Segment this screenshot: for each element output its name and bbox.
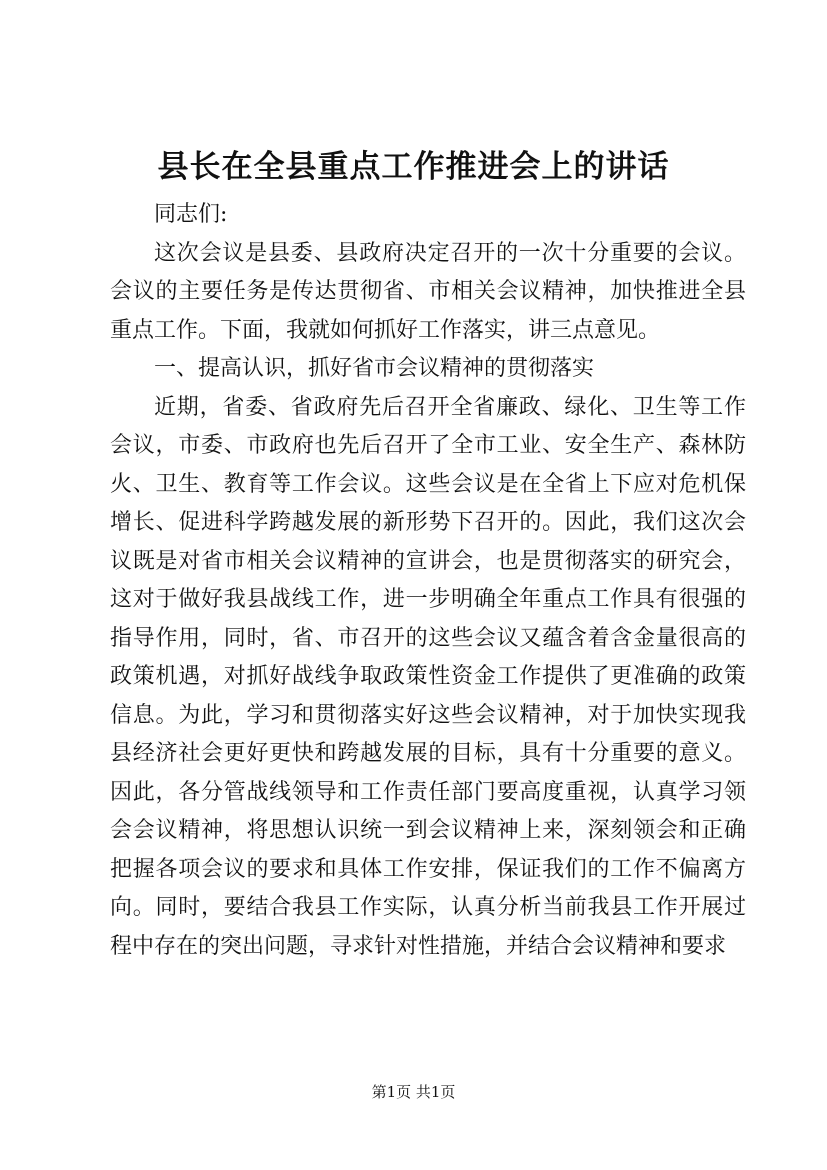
document-body	[110, 196, 746, 966]
salutation-paragraph: 同志们:	[154, 202, 228, 227]
page-number-footer: 第1页 共1页	[371, 1083, 456, 1101]
section-heading: 一、提高认识，抓好省市会议精神的贯彻落实	[154, 356, 595, 381]
section-body-paragraph: 近期，省委、省政府先后召开全省廉政、绿化、卫生等工作会议，市委、市政府也先后召开了全市工业、安全生产、森林防火、卫生、教育等工作会议。这些会议是在全省上下应对危机保增长、促进科学跨越发展的新形势下召开的。因此，我们这次会议既是对省市相关会议精神的宣讲会，也是贯彻落实的研究会，这对于做好我县战线工作，进一步明确全年重点工作具有很强的指导作用，同时，省、市召开的这些会议又蕴含着含金量很高的政策机遇，对抓好战线争取政策性资金工作提供了更准确的政策信息。为此，学习和贯彻落实好这些会议精神，对于加快实现我县经济社会更好更快和跨越发展的目标，具有十分重要的意义。因此，各分管战线领导和工作责任部门要高度重视，认真学习领会会议精神，将思想认识统一到会议精神上来，深刻领会和正确把握各项会议的要求和具体工作安排，保证我们的工作不偏离方向。同时，要结合我县工作实际，认真分析当前我县工作开展过程中存在的突出问题，寻求针对性措施，并结合会议精神和要求	[110, 394, 746, 959]
intro-paragraph: 这次会议是县委、县政府决定召开的一次十分重要的会议。会议的主要任务是传达贯彻省、市相关会议精神，加快推进全县重点工作。下面，我就如何抓好工作落实，讲三点意见。	[110, 240, 746, 343]
document-title: 县长在全县重点工作推进会上的讲话	[157, 149, 670, 185]
